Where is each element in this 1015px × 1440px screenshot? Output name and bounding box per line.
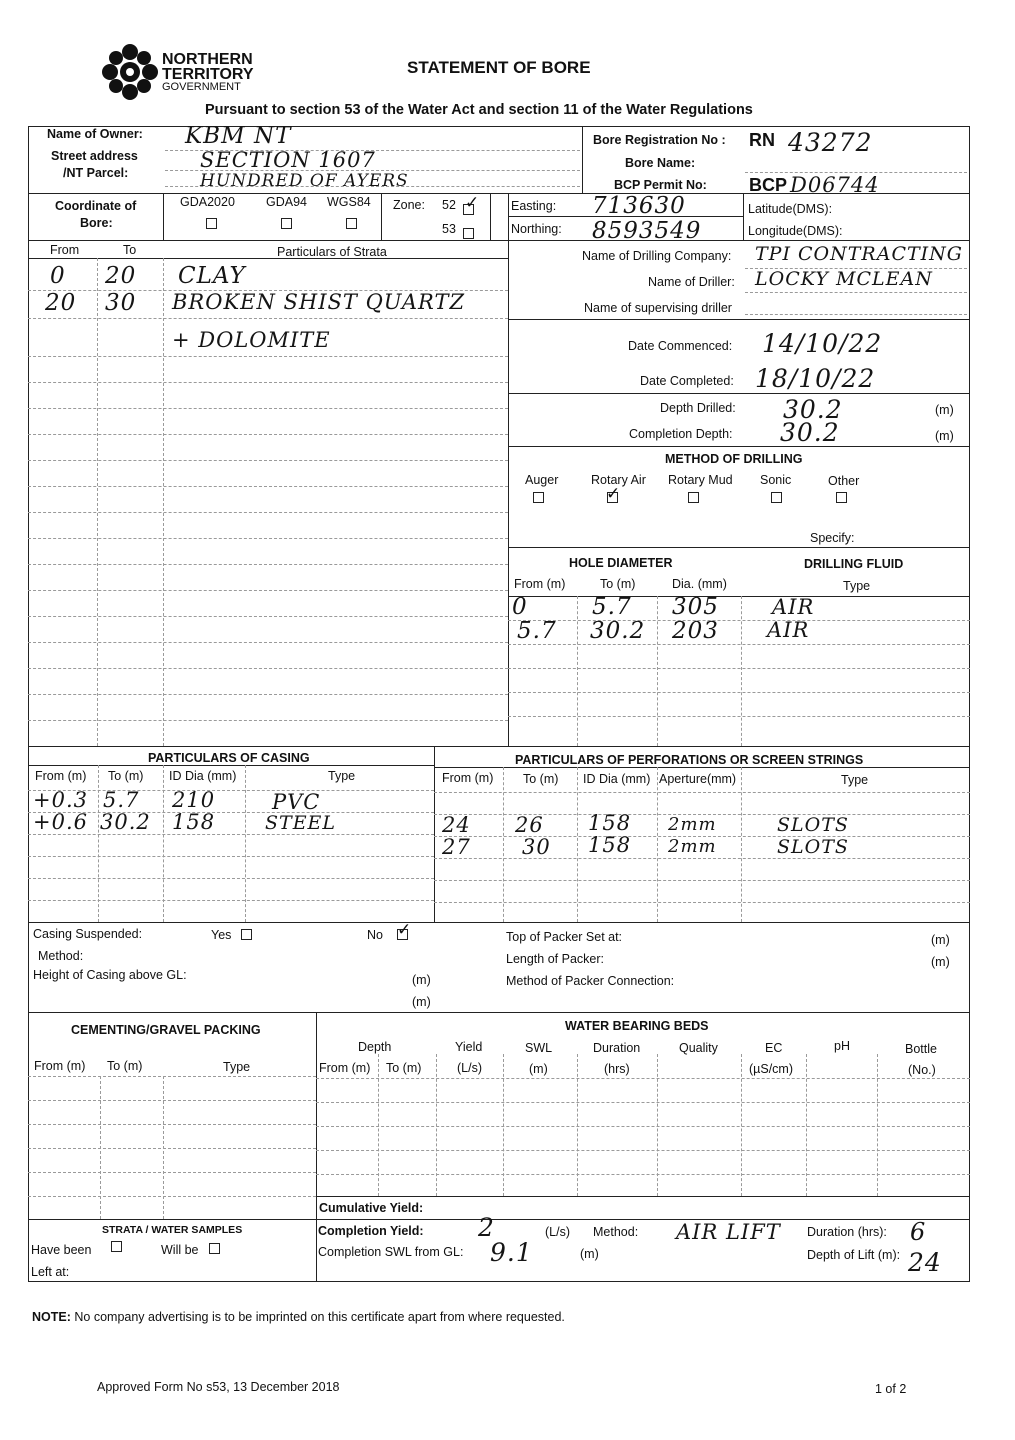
hole-to: 5.7 — [592, 594, 632, 620]
nt-flower-logo-icon — [100, 42, 160, 102]
packer-top-unit: (m) — [931, 933, 950, 947]
casing-dia-header: ID Dia (mm) — [169, 769, 237, 783]
water-ec-unit: (µS/cm) — [749, 1062, 794, 1076]
approved-form-text: Approved Form No s53, 13 December 2018 — [97, 1380, 340, 1394]
latitude-label: Latitude(DMS): — [748, 202, 833, 216]
fluid-type: AIR — [772, 595, 815, 619]
packer-length-unit: (m) — [931, 955, 950, 969]
strata-to: 20 — [105, 263, 137, 289]
casing-height-label: Height of Casing above GL: — [33, 968, 187, 982]
zone-53-checkbox[interactable] — [463, 228, 474, 239]
depth-of-lift-value: 24 — [908, 1248, 942, 1277]
bcp-permit-value: D06744 — [790, 173, 880, 197]
casing-suspended-yes-label: Yes — [211, 928, 232, 942]
water-from-header: From (m) — [319, 1061, 371, 1075]
strata-from: 20 — [45, 290, 77, 316]
samples-will-be-label: Will be — [161, 1243, 199, 1257]
completion-yield-unit: (L/s) — [545, 1225, 570, 1239]
date-completed-value: 18/10/22 — [755, 364, 876, 393]
supervising-driller-label: Name of supervising driller — [584, 301, 732, 315]
depth-of-lift-label: Depth of Lift (m): — [807, 1248, 901, 1262]
perf-from: 24 — [442, 813, 471, 837]
gda94-checkbox[interactable] — [281, 218, 292, 229]
gda94-label: GDA94 — [266, 195, 307, 209]
completion-depth-unit: (m) — [935, 429, 954, 443]
water-yield-header: Yield — [455, 1040, 483, 1054]
method-other-checkbox[interactable] — [836, 492, 847, 503]
completion-method-label: Method: — [593, 1225, 639, 1239]
water-beds-title: WATER BEARING BEDS — [565, 1019, 709, 1033]
casing-dia: 158 — [172, 810, 216, 834]
method-auger-checkbox[interactable] — [533, 492, 544, 503]
method-of-drilling-title: METHOD OF DRILLING — [665, 452, 803, 466]
strata-particulars-header: Particulars of Strata — [277, 245, 387, 259]
completion-depth-label: Completion Depth: — [629, 427, 733, 441]
bcp-permit-label: BCP Permit No: — [614, 178, 707, 192]
strata-description: BROKEN SHIST QUARTZ — [172, 290, 466, 314]
page-subtitle: Pursuant to section 53 of the Water Act and section 11 of the Water Regulations — [205, 102, 753, 118]
cementing-type-header: Type — [223, 1060, 251, 1074]
org-name: GOVERNMENT — [162, 81, 241, 93]
water-to-header: To (m) — [386, 1061, 422, 1075]
casing-height-unit: (m) — [412, 995, 431, 1009]
page-number: 1 of 2 — [875, 1382, 907, 1396]
hole-diameter-title: HOLE DIAMETER — [569, 556, 673, 570]
footer-note — [32, 1311, 565, 1324]
water-swl-unit: (m) — [529, 1062, 548, 1076]
check-mark-icon: ✓ — [606, 484, 621, 504]
org-name: NORTHERN — [162, 51, 253, 68]
hole-dia: 203 — [672, 618, 719, 644]
cumulative-yield-label: Cumulative Yield: — [319, 1201, 424, 1215]
casing-type-header: Type — [328, 769, 356, 783]
casing-suspended-label: Casing Suspended: — [33, 927, 143, 941]
drilling-fluid-title: DRILLING FLUID — [804, 557, 904, 571]
fluid-type: AIR — [767, 618, 810, 642]
perf-from: 27 — [442, 835, 471, 859]
hole-from: 5.7 — [517, 618, 557, 644]
packer-top-label: Top of Packer Set at: — [506, 930, 623, 944]
casing-dia: 210 — [172, 788, 216, 812]
form-frame — [28, 123, 970, 1282]
method-sonic-label: Sonic — [760, 473, 792, 487]
method-rotary-mud-label: Rotary Mud — [668, 473, 733, 487]
street-address-value: SECTION 1607 — [200, 148, 376, 172]
perf-dia-header: ID Dia (mm) — [583, 772, 651, 786]
completion-swl-unit: (m) — [580, 1247, 599, 1261]
easting-label: Easting: — [511, 199, 557, 213]
page-title: STATEMENT OF BORE — [407, 58, 591, 77]
strata-description: + DOLOMITE — [172, 328, 331, 352]
water-yield-unit: (L/s) — [457, 1061, 482, 1075]
water-swl-header: SWL — [525, 1041, 553, 1055]
casing-suspended-no-label: No — [367, 928, 383, 942]
method-rotary-air-label: Rotary Air — [591, 473, 646, 487]
coordinate-label: Coordinate of — [55, 199, 137, 213]
water-ph-header: pH — [834, 1039, 850, 1053]
drilling-company-label: Name of Drilling Company: — [582, 249, 732, 263]
strata-from: 0 — [50, 263, 66, 289]
driller-name-label: Name of Driller: — [648, 275, 735, 289]
driller-name-value: LOCKY MCLEAN — [755, 268, 933, 290]
street-address-label: Street address — [51, 149, 138, 163]
zone-53-label: 53 — [442, 222, 456, 236]
date-completed-label: Date Completed: — [640, 374, 734, 388]
bore-name-label: Bore Name: — [625, 156, 696, 170]
check-mark-icon: ✓ — [465, 193, 480, 213]
completion-depth-value: 30.2 — [780, 418, 840, 447]
date-commenced-label: Date Commenced: — [628, 339, 733, 353]
packer-length-label: Length of Packer: — [506, 952, 604, 966]
strata-from-header: From — [50, 243, 80, 257]
perf-aperture: 2mm — [668, 836, 717, 857]
perf-dia: 158 — [588, 833, 632, 857]
method-sonic-checkbox[interactable] — [771, 492, 782, 503]
northing-value: 8593549 — [592, 218, 702, 244]
perf-type: SLOTS — [777, 814, 849, 836]
bore-registration-value: 43272 — [788, 128, 873, 157]
fluid-type-header: Type — [843, 579, 871, 593]
perf-aperture-header: Aperture(mm) — [659, 772, 737, 786]
drilling-company-value: TPI CONTRACTING — [755, 243, 963, 265]
perforations-title: PARTICULARS OF PERFORATIONS OR SCREEN STRINGS — [515, 753, 864, 767]
northing-label: Northing: — [511, 222, 562, 236]
casing-to: 30.2 — [100, 810, 151, 834]
suspension-method-label: Method: — [38, 949, 84, 963]
water-duration-header: Duration — [593, 1041, 641, 1055]
casing-height-unit: (m) — [412, 973, 431, 987]
nt-parcel-value: HUNDRED OF AYERS — [200, 171, 409, 191]
date-commenced-value: 14/10/22 — [762, 329, 883, 358]
org-name: TERRITORY — [162, 66, 254, 83]
water-quality-header: Quality — [679, 1041, 718, 1055]
water-ec-header: EC — [765, 1041, 783, 1055]
hole-to-header: To (m) — [600, 577, 636, 591]
completion-swl-value: 9.1 — [490, 1238, 533, 1267]
wgs84-label: WGS84 — [327, 195, 371, 209]
water-duration-unit: (hrs) — [604, 1062, 630, 1076]
hole-dia: 305 — [672, 594, 719, 620]
completion-yield-label: Completion Yield: — [318, 1224, 424, 1238]
casing-from: +0.3 — [33, 788, 88, 812]
samples-have-been-checkbox[interactable] — [111, 1241, 122, 1252]
casing-to: 5.7 — [103, 788, 140, 812]
rn-prefix: RN — [749, 130, 775, 150]
perf-from-header: From (m) — [442, 771, 494, 785]
owner-name-value: KBM NT — [185, 123, 292, 149]
casing-type: PVC — [272, 790, 321, 814]
samples-title: STRATA / WATER SAMPLES — [102, 1224, 243, 1236]
method-specify-label: Specify: — [810, 531, 855, 545]
completion-swl-label: Completion SWL from GL: — [318, 1245, 464, 1259]
perf-type: SLOTS — [777, 836, 849, 858]
wgs84-checkbox[interactable] — [346, 218, 357, 229]
casing-from-header: From (m) — [35, 769, 87, 783]
method-rotary-mud-checkbox[interactable] — [688, 492, 699, 503]
longitude-label: Longitude(DMS): — [748, 224, 843, 238]
hole-from: 0 — [512, 594, 528, 620]
duration-hrs-label: Duration (hrs): — [807, 1225, 887, 1239]
footer-note-label: NOTE: — [32, 1310, 71, 1324]
water-bottle-unit: (No.) — [908, 1063, 936, 1077]
casing-title: PARTICULARS OF CASING — [148, 751, 310, 765]
water-bottle-header: Bottle — [905, 1042, 937, 1056]
duration-hrs-value: 6 — [910, 1218, 927, 1246]
casing-from: +0.6 — [33, 810, 88, 834]
water-depth-header: Depth — [358, 1040, 392, 1054]
hole-to: 30.2 — [590, 618, 646, 644]
depth-drilled-unit: (m) — [935, 403, 954, 417]
hole-dia-header: Dia. (mm) — [672, 577, 727, 591]
method-other-label: Other — [828, 474, 860, 488]
cementing-from-header: From (m) — [34, 1059, 86, 1073]
gda2020-checkbox[interactable] — [206, 218, 217, 229]
casing-type: STEEL — [265, 812, 337, 834]
strata-to-header: To — [123, 243, 137, 257]
check-mark-icon: ✓ — [397, 920, 412, 940]
coordinate-label: Bore: — [80, 216, 113, 230]
gda2020-label: GDA2020 — [180, 195, 235, 209]
perf-type-header: Type — [841, 773, 869, 787]
samples-left-at-label: Left at: — [31, 1265, 70, 1279]
perf-dia: 158 — [588, 811, 632, 835]
perf-to: 30 — [522, 835, 551, 859]
owner-name-label: Name of Owner: — [47, 127, 143, 141]
easting-value: 713630 — [592, 193, 686, 219]
method-auger-label: Auger — [525, 473, 559, 487]
completion-yield-value: 2 — [478, 1213, 495, 1242]
bore-registration-label: Bore Registration No : — [593, 133, 726, 147]
perf-to: 26 — [515, 813, 544, 837]
perf-to-header: To (m) — [523, 772, 559, 786]
strata-to: 30 — [105, 290, 137, 316]
bcp-prefix: BCP — [749, 175, 788, 195]
cementing-title: CEMENTING/GRAVEL PACKING — [71, 1023, 261, 1037]
depth-drilled-label: Depth Drilled: — [660, 401, 736, 415]
completion-method-value: AIR LIFT — [676, 1220, 781, 1244]
perf-aperture: 2mm — [668, 814, 717, 835]
hole-from-header: From (m) — [514, 577, 566, 591]
strata-description: CLAY — [178, 263, 246, 289]
zone-52-label: 52 — [442, 198, 456, 212]
zone-label: Zone: — [393, 198, 425, 212]
cementing-to-header: To (m) — [107, 1059, 143, 1073]
samples-will-be-checkbox[interactable] — [209, 1243, 220, 1254]
casing-suspended-yes-checkbox[interactable] — [241, 929, 252, 940]
casing-to-header: To (m) — [108, 769, 144, 783]
nt-parcel-label: /NT Parcel: — [63, 166, 129, 180]
depth-drilled-value: 30.2 — [783, 395, 843, 424]
footer-note-text: No company advertising is to be imprinted on this certificate apart from where requested. — [74, 1310, 565, 1324]
packer-method-label: Method of Packer Connection: — [506, 974, 675, 988]
samples-have-been-label: Have been — [31, 1243, 92, 1257]
